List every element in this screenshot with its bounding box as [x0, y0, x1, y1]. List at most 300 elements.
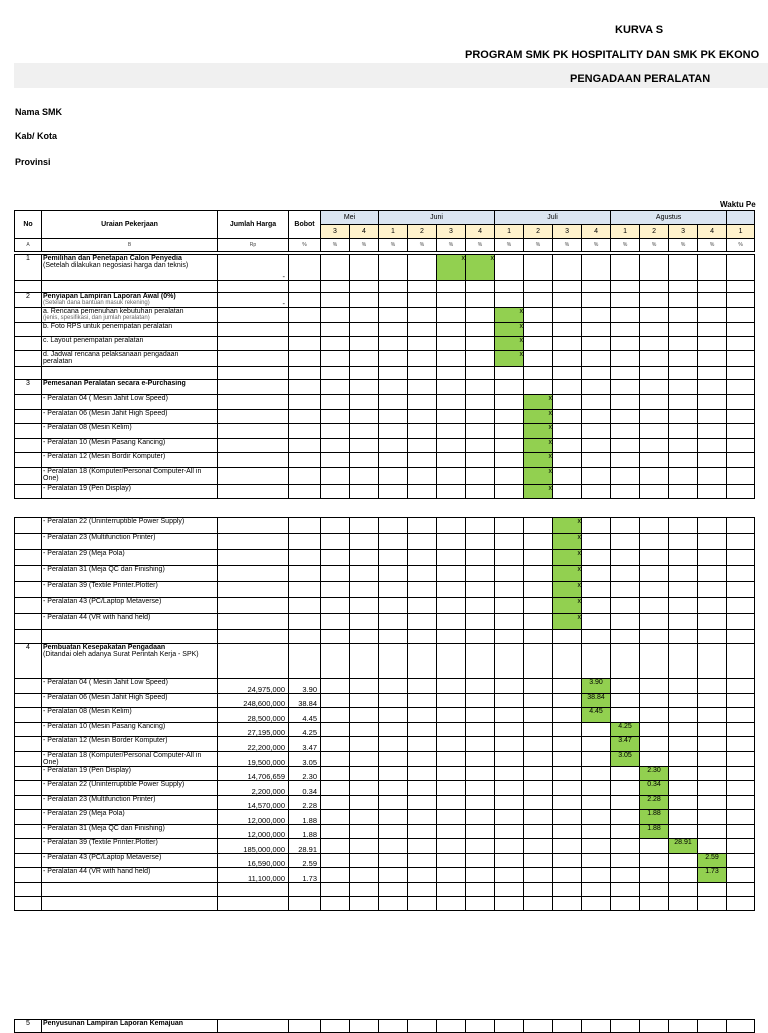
row-bobot — [289, 484, 321, 499]
week-cell — [524, 1020, 553, 1033]
week-cell: 4 — [582, 225, 611, 239]
week-cell — [669, 868, 698, 883]
progress-cell: 38.84 — [582, 693, 611, 708]
week-cell — [379, 853, 408, 868]
week-cell: 4 — [466, 225, 495, 239]
description-text: - Peralatan 12 (Mesin Bordir Komputer) — [43, 453, 166, 460]
week-cell — [466, 518, 495, 534]
progress-cell: 28.91 — [669, 839, 698, 854]
nama-smk-label: Nama SMK — [15, 107, 63, 117]
table-row — [15, 693, 755, 708]
week-cell — [727, 795, 755, 810]
week-cell — [495, 781, 524, 796]
week-cell — [408, 337, 437, 351]
week-cell — [524, 839, 553, 854]
week-cell — [495, 630, 524, 644]
week-cell — [379, 255, 408, 281]
row-number — [15, 395, 42, 410]
week-cell — [437, 737, 466, 752]
week-cell — [495, 550, 524, 566]
row-harga: 22,200,000 — [218, 737, 289, 752]
row-description — [42, 751, 218, 766]
week-cell — [611, 868, 640, 883]
week-cell — [553, 308, 582, 323]
week-cell — [437, 453, 466, 468]
schedule-table-page1 — [14, 254, 755, 499]
week-cell — [698, 518, 727, 534]
week-cell — [640, 839, 669, 854]
week-cell — [350, 722, 379, 737]
week-cell — [582, 868, 611, 883]
week-cell — [466, 708, 495, 723]
week-cell — [698, 582, 727, 598]
row-description — [42, 614, 218, 630]
row-description — [42, 598, 218, 614]
week-cell: 2 — [408, 225, 437, 239]
week-cell — [524, 679, 553, 694]
week-cell — [437, 380, 466, 395]
week-cell — [582, 467, 611, 484]
row-number — [15, 484, 42, 499]
week-cell — [698, 722, 727, 737]
week-cell — [408, 679, 437, 694]
week-cell — [379, 630, 408, 644]
week-cell — [495, 484, 524, 499]
week-cell — [669, 737, 698, 752]
week-cell — [553, 424, 582, 439]
row-bobot — [289, 293, 321, 308]
week-cell — [408, 708, 437, 723]
description-text: One) — [43, 758, 59, 766]
week-cell — [669, 882, 698, 896]
week-cell — [553, 1020, 582, 1033]
table-row — [15, 518, 755, 534]
week-cell — [611, 566, 640, 582]
week-cell — [640, 453, 669, 468]
week-cell — [669, 824, 698, 839]
week-cell — [727, 853, 755, 868]
week-cell — [321, 810, 350, 825]
table-row — [15, 896, 755, 910]
week-cell — [611, 293, 640, 308]
week-cell — [611, 1020, 640, 1033]
week-cell — [698, 534, 727, 550]
week-cell — [640, 693, 669, 708]
row-bobot — [289, 424, 321, 439]
week-cell — [698, 737, 727, 752]
table-row — [15, 781, 755, 796]
week-cell — [408, 1020, 437, 1033]
week-cell — [408, 424, 437, 439]
progress-cell: x — [524, 467, 553, 484]
week-cell — [437, 438, 466, 453]
unit-pct-cell: % — [495, 239, 524, 252]
week-cell — [495, 795, 524, 810]
week-cell — [582, 810, 611, 825]
week-cell: 1 — [727, 225, 755, 239]
week-cell: 3 — [321, 225, 350, 239]
unit-pct-cell: % — [669, 239, 698, 252]
week-cell — [437, 323, 466, 337]
row-harga: 28,500,000 — [218, 708, 289, 723]
week-cell — [727, 367, 755, 380]
week-cell — [553, 484, 582, 499]
week-cell — [553, 795, 582, 810]
week-cell — [466, 824, 495, 839]
row-harga — [218, 281, 289, 293]
week-cell — [408, 630, 437, 644]
week-cell — [321, 323, 350, 337]
week-cell — [466, 424, 495, 439]
row-bobot — [289, 453, 321, 468]
row-number — [15, 679, 42, 694]
row-harga — [218, 380, 289, 395]
week-cell: 3 — [669, 225, 698, 239]
week-cell — [669, 323, 698, 337]
week-cell — [321, 351, 350, 367]
week-cell — [553, 722, 582, 737]
week-cell: 2 — [524, 225, 553, 239]
week-cell — [321, 679, 350, 694]
week-cell — [669, 424, 698, 439]
week-cell — [408, 566, 437, 582]
week-cell — [553, 367, 582, 380]
week-cell — [495, 708, 524, 723]
week-cell — [727, 598, 755, 614]
month-juli: Juli — [495, 211, 611, 225]
row-harga — [218, 534, 289, 550]
week-cell — [698, 781, 727, 796]
row-description — [42, 367, 218, 380]
description-text: - Peralatan 18 (Komputer/Personal Computer-All in — [43, 751, 202, 759]
row-number — [15, 424, 42, 439]
week-cell — [524, 708, 553, 723]
week-cell — [524, 534, 553, 550]
week-cell — [350, 795, 379, 810]
week-cell — [437, 566, 466, 582]
week-cell — [495, 380, 524, 395]
week-cell — [611, 484, 640, 499]
week-cell — [698, 839, 727, 854]
week-cell — [582, 550, 611, 566]
week-cell — [611, 308, 640, 323]
row-bobot — [289, 550, 321, 566]
week-cell — [321, 1020, 350, 1033]
week-cell — [466, 1020, 495, 1033]
week-cell — [524, 582, 553, 598]
week-cell — [321, 614, 350, 630]
week-cell — [524, 896, 553, 910]
week-cell — [321, 582, 350, 598]
week-cell — [611, 453, 640, 468]
week-cell — [350, 409, 379, 424]
week-cell — [640, 1020, 669, 1033]
progress-cell: 2.28 — [640, 795, 669, 810]
row-bobot — [289, 255, 321, 281]
week-cell — [350, 582, 379, 598]
week-cell — [727, 293, 755, 308]
row-number — [15, 308, 42, 323]
week-cell — [495, 467, 524, 484]
week-cell — [640, 395, 669, 410]
table-row — [15, 453, 755, 468]
week-cell — [350, 281, 379, 293]
row-harga — [218, 484, 289, 499]
row-harga — [218, 409, 289, 424]
row-harga — [218, 582, 289, 598]
week-cell — [466, 409, 495, 424]
week-cell — [727, 781, 755, 796]
row-number — [15, 367, 42, 380]
week-cell — [553, 824, 582, 839]
week-cell — [640, 337, 669, 351]
week-cell — [553, 395, 582, 410]
row-description — [42, 679, 218, 694]
week-cell — [437, 693, 466, 708]
week-cell: 3 — [437, 225, 466, 239]
table-row — [15, 722, 755, 737]
week-cell — [408, 351, 437, 367]
week-cell — [611, 534, 640, 550]
week-cell — [727, 614, 755, 630]
row-description — [42, 255, 218, 281]
week-cell — [350, 708, 379, 723]
week-cell — [321, 484, 350, 499]
row-description — [42, 630, 218, 644]
row-harga — [218, 453, 289, 468]
week-cell — [582, 380, 611, 395]
description-text: - Peralatan 44 (VR with hand held) — [43, 868, 151, 875]
waktu-label: Waktu Pe — [720, 200, 756, 209]
week-cell — [495, 679, 524, 694]
week-cell — [698, 467, 727, 484]
progress-cell: x — [437, 255, 466, 281]
week-cell — [669, 810, 698, 825]
row-harga — [218, 438, 289, 453]
row-bobot: 38.84 — [289, 693, 321, 708]
week-cell — [582, 566, 611, 582]
week-cell — [698, 679, 727, 694]
table-row — [15, 853, 755, 868]
row-bobot — [289, 467, 321, 484]
week-cell — [379, 766, 408, 781]
week-cell — [669, 453, 698, 468]
week-cell — [350, 598, 379, 614]
week-cell — [350, 693, 379, 708]
description-text: b. Foto RPS untuk penempatan peralatan — [43, 323, 173, 330]
week-cell — [321, 882, 350, 896]
progress-cell: x — [553, 614, 582, 630]
week-cell — [727, 896, 755, 910]
row-harga: 16,590,000 — [218, 853, 289, 868]
row-description — [42, 1020, 218, 1033]
week-cell — [321, 896, 350, 910]
week-cell — [727, 1020, 755, 1033]
week-cell — [582, 644, 611, 679]
week-cell — [350, 484, 379, 499]
week-cell — [611, 323, 640, 337]
week-cell — [379, 293, 408, 308]
week-cell — [640, 708, 669, 723]
week-cell — [321, 281, 350, 293]
week-cell — [350, 534, 379, 550]
row-description — [42, 766, 218, 781]
week-cell — [466, 882, 495, 896]
week-cell — [437, 550, 466, 566]
progress-cell: 2.30 — [640, 766, 669, 781]
table-row — [15, 1020, 755, 1033]
week-cell — [727, 438, 755, 453]
row-number — [15, 467, 42, 484]
week-cell — [524, 337, 553, 351]
week-cell — [466, 868, 495, 883]
week-cell — [437, 614, 466, 630]
week-cell — [379, 679, 408, 694]
row-harga: 185,000,000 — [218, 839, 289, 854]
table-row — [15, 582, 755, 598]
week-cell — [350, 1020, 379, 1033]
week-cell — [727, 644, 755, 679]
row-description — [42, 518, 218, 534]
week-cell — [698, 824, 727, 839]
progress-cell: 3.90 — [582, 679, 611, 694]
week-cell — [611, 693, 640, 708]
row-harga — [218, 882, 289, 896]
week-cell — [698, 380, 727, 395]
week-cell — [379, 380, 408, 395]
week-cell — [524, 882, 553, 896]
table-row — [15, 351, 755, 367]
week-cell — [669, 467, 698, 484]
week-cell — [727, 868, 755, 883]
week-cell — [379, 693, 408, 708]
row-number — [15, 518, 42, 534]
week-cell — [379, 518, 408, 534]
week-cell — [495, 367, 524, 380]
row-description — [42, 395, 218, 410]
week-cell — [698, 693, 727, 708]
week-cell — [321, 337, 350, 351]
section-title: Pemesanan Peralatan secara e-Purchasing — [43, 380, 186, 387]
week-cell — [698, 708, 727, 723]
week-cell — [611, 781, 640, 796]
description-text: - Peralatan 44 (VR with hand held) — [43, 614, 151, 621]
week-cell — [727, 882, 755, 896]
week-cell — [669, 550, 698, 566]
row-harga — [218, 351, 289, 367]
week-cell — [698, 424, 727, 439]
week-cell — [437, 281, 466, 293]
week-cell — [350, 751, 379, 766]
week-cell — [524, 810, 553, 825]
table-row — [15, 679, 755, 694]
row-bobot: 3.90 — [289, 679, 321, 694]
row-bobot — [289, 882, 321, 896]
week-cell — [408, 484, 437, 499]
row-number — [15, 882, 42, 896]
row-bobot — [289, 1020, 321, 1033]
row-harga — [218, 630, 289, 644]
week-cell — [350, 644, 379, 679]
week-cell — [524, 351, 553, 367]
week-cell — [350, 868, 379, 883]
week-cell — [350, 882, 379, 896]
week-cell — [640, 351, 669, 367]
week-cell — [321, 853, 350, 868]
table-row — [15, 795, 755, 810]
row-bobot — [289, 323, 321, 337]
week-cell — [640, 380, 669, 395]
week-cell — [437, 766, 466, 781]
week-cell — [524, 737, 553, 752]
row-harga: 19,500,000 — [218, 751, 289, 766]
week-cell — [640, 323, 669, 337]
week-cell — [466, 630, 495, 644]
week-cell — [669, 518, 698, 534]
row-number — [15, 534, 42, 550]
week-cell — [408, 781, 437, 796]
week-cell — [669, 598, 698, 614]
row-number — [15, 708, 42, 723]
week-cell — [379, 367, 408, 380]
provinsi-label: Provinsi — [15, 157, 51, 167]
week-cell — [669, 367, 698, 380]
week-cell — [379, 781, 408, 796]
week-cell — [553, 255, 582, 281]
week-cell — [437, 795, 466, 810]
week-cell — [669, 308, 698, 323]
week-cell — [553, 337, 582, 351]
week-cell — [437, 518, 466, 534]
section-note: (Ditandai oleh adanya Surat Perintah Kerja - SPK) — [43, 651, 199, 658]
week-cell — [640, 614, 669, 630]
week-cell — [553, 293, 582, 308]
week-cell — [379, 868, 408, 883]
week-cell — [321, 534, 350, 550]
week-cell — [379, 644, 408, 679]
week-cell — [408, 722, 437, 737]
week-cell — [495, 255, 524, 281]
week-cell — [495, 853, 524, 868]
section-note: (Setelah dilakukan negosiasi harga dan teknis) — [43, 262, 189, 269]
week-cell — [466, 281, 495, 293]
week-cell — [727, 679, 755, 694]
week-cell — [727, 395, 755, 410]
week-cell — [350, 737, 379, 752]
week-cell — [524, 308, 553, 323]
week-cell — [640, 679, 669, 694]
week-cell — [437, 351, 466, 367]
row-harga — [218, 598, 289, 614]
week-cell — [379, 598, 408, 614]
week-cell — [437, 839, 466, 854]
month-mei: Mei — [321, 211, 379, 225]
row-number: 2 — [15, 293, 42, 308]
progress-cell: 3.05 — [611, 751, 640, 766]
week-cell — [466, 766, 495, 781]
row-number — [15, 868, 42, 883]
row-bobot: 2.59 — [289, 853, 321, 868]
row-harga — [218, 367, 289, 380]
week-cell — [408, 281, 437, 293]
description-text: - Peralatan 10 (Mesin Pasang Kancing) — [43, 722, 166, 730]
row-description — [42, 795, 218, 810]
table-row — [15, 766, 755, 781]
description-text: - Peralatan 22 (Uninterruptible Power Supply) — [43, 781, 185, 788]
description-text: - Peralatan 29 (Meja Pola) — [43, 550, 125, 557]
week-cell — [698, 566, 727, 582]
progress-cell: x — [553, 598, 582, 614]
